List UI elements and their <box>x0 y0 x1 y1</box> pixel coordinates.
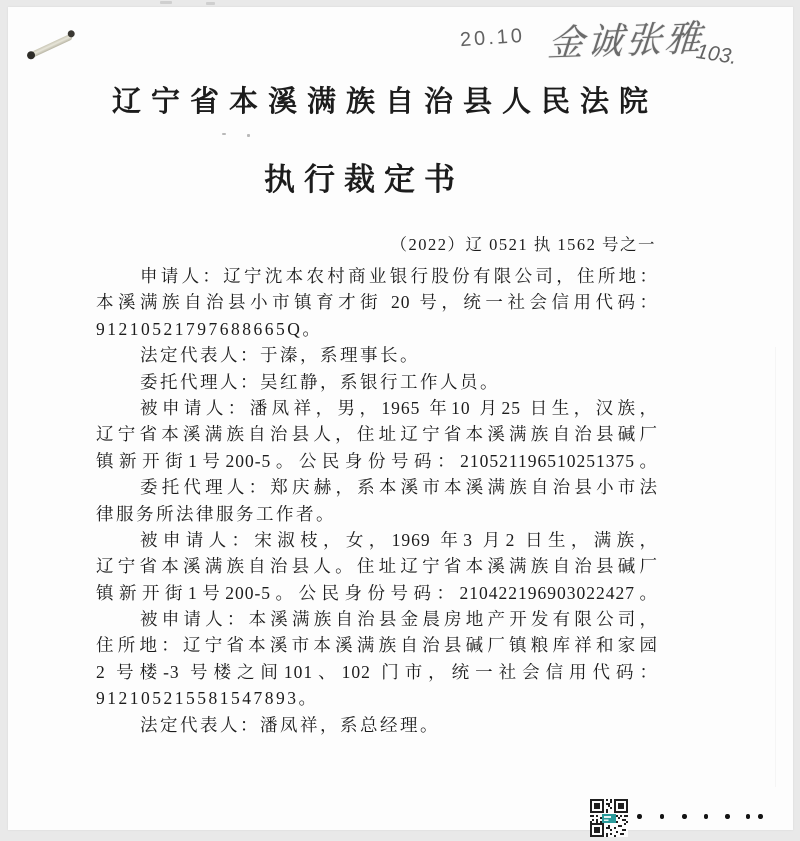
body-line: 912105215581547893。 <box>96 688 319 709</box>
scan-artifact <box>160 1 172 4</box>
pen-tip-cap <box>67 29 76 38</box>
handwritten-date: 20.10 <box>459 24 526 52</box>
document-title: 执行裁定书 <box>264 162 464 197</box>
dot <box>660 814 665 819</box>
dot <box>746 814 751 819</box>
body-line: 2 号楼-3 号楼之间101、102 门市，统一社会信用代码： <box>96 661 658 682</box>
document-page <box>8 7 793 830</box>
body-line: 委托代理人：吴红静，系银行工作人员。 <box>140 371 500 392</box>
body-line: 辽宁省本溪满族自治县人，住址辽宁省本溪满族自治县碱厂 <box>96 424 658 445</box>
body-line: 镇新开街1号200-5。公民身份号码：210521196510251375。 <box>96 450 658 471</box>
body-line: 本溪满族自治县小市镇育才街 20 号，统一社会信用代码： <box>96 292 658 313</box>
body-line: 辽宁省本溪满族自治县人。住址辽宁省本溪满族自治县碱厂 <box>96 556 658 577</box>
body-line: 申请人：辽宁沈本农村商业银行股份有限公司，住所地： <box>140 266 658 286</box>
body-line: 被申请人：本溪满族自治县金晨房地产开发有限公司， <box>140 609 658 630</box>
document-body <box>96 263 658 738</box>
body-line: 住所地：辽宁省本溪市本溪满族自治县碱厂镇粮库祥和家园 <box>96 635 658 656</box>
body-line: 91210521797688665Q。 <box>96 318 323 339</box>
dot <box>725 814 730 819</box>
body-line: 委托代理人：郑庆赫，系本溪市本溪满族自治县小市法 <box>140 477 658 498</box>
body-line: 法定代表人：潘凤祥，系总经理。 <box>140 714 440 735</box>
body-line: 镇新开街1号200-5。公民身份号码：210422196903022427。 <box>96 582 658 603</box>
scanned-pen-object <box>29 34 73 59</box>
body-line: 法定代表人：于溱，系理事长。 <box>140 345 420 366</box>
dot-separator <box>637 814 763 822</box>
case-number: （2022）辽 0521 执 1562 号之一 <box>390 235 656 254</box>
court-name: 辽宁省本溪满族自治县人民法院 <box>112 86 659 118</box>
body-line: 被申请人：宋淑枝，女，1969 年3 月2 日生，满族， <box>140 529 658 550</box>
scan-speck <box>222 133 226 135</box>
scan-crease <box>775 347 776 787</box>
scan-artifact <box>206 2 215 5</box>
body-line: 被申请人：潘凤祥，男，1965 年10 月25 日生，汉族， <box>140 397 658 418</box>
handwritten-number: 103. <box>694 39 739 70</box>
dot <box>758 814 763 819</box>
qr-code <box>590 799 628 837</box>
scan-speck <box>247 134 250 137</box>
body-line: 律服务所法律服务工作者。 <box>96 503 336 524</box>
handwritten-signature: 金诚张雅 <box>546 17 706 64</box>
dot <box>704 814 709 819</box>
pen-end-cap <box>26 50 37 61</box>
dot <box>637 814 642 819</box>
dot <box>682 814 687 819</box>
